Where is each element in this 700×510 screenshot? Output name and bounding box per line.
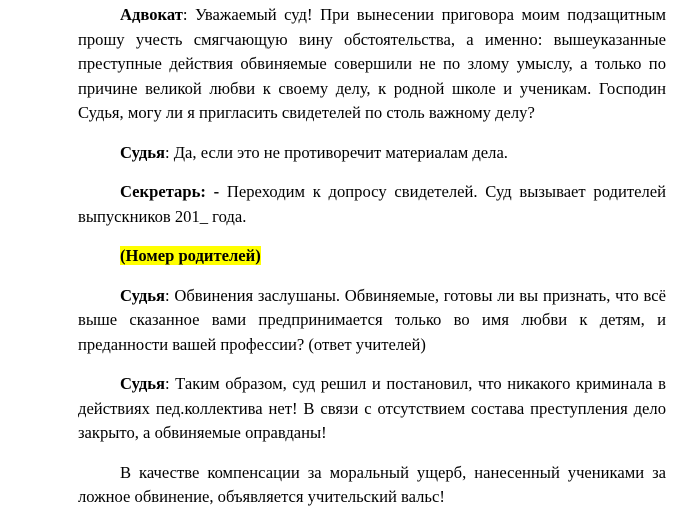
speaker-label: Адвокат [120,5,183,24]
paragraph-text: : Да, если это не противоречит материалам дела. [164,142,508,162]
speaker-suffix: : - [200,182,220,201]
paragraph-judge-1 [78,141,666,166]
paragraph-text: : Обвинения заслушаны. Обвиняемые, готовы ли вы признать, что всё выше сказанное вами предпринимается только во имя любви к детям, и преданности вашей профессии? (ответ учителей) [78,285,666,354]
speaker-label: Судья [120,142,165,162]
paragraph-final [78,461,666,510]
speaker-label: Судья [120,374,165,393]
paragraph-parents-number [78,244,666,269]
paragraph-text: : Таким образом, суд решил и постановил, что никакого криминала в действиях пед.коллектива нет! В связи с отсутствием состава преступления дело закрыто, а обвиняемые оправданы! [78,374,666,442]
paragraph-text: В качестве компенсации за моральный ущерб, нанесенный учениками за ложное обвинение, объявляется учительский вальс! [78,462,666,506]
paragraph-secretary [78,180,666,229]
paragraph-text: Переходим к допросу свидетелей. Суд вызывает родителей выпускников 201_ года. [78,182,666,226]
paragraph-judge-3 [78,372,666,446]
speaker-label: Судья [120,285,165,305]
paragraph-lawyer [78,3,666,126]
speaker-label: Секретарь [120,182,201,201]
paragraph-judge-2 [78,284,666,358]
highlighted-stage-note: (Номер родителей) [120,246,261,265]
paragraph-text: : Уважаемый суд! При вынесении приговора моим подзащитным прошу учесть смягчающую вину обстоятельства, а именно: вышеуказанные преступные действия обвиняемые совершили не по злому умыслу, а только по причине великой любви к своему делу, к родной школе и ученикам. Господин Судья, могу ли я пригласить свидетелей по столь важному делу? [78,5,666,122]
